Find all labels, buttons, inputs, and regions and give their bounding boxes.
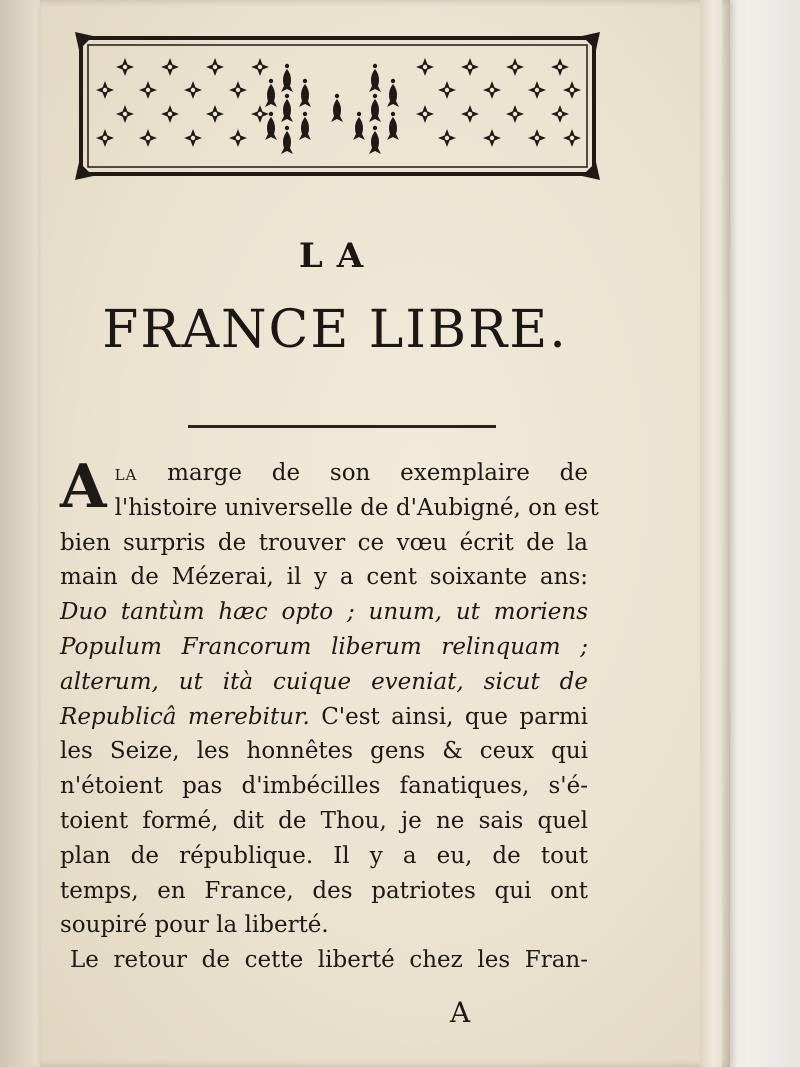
title-article: LA (298, 236, 378, 276)
page-fold-edge (700, 0, 722, 1067)
text-line: toient formé, dit de Thou, je ne sais quel (60, 807, 588, 834)
text-fragment: marge de son exemplaire de (137, 460, 588, 486)
text-line: plan de république. Il y a eu, de tout (60, 842, 588, 869)
text-line: n'étoient pas d'imbécilles fanatiques, s'é- (60, 773, 588, 800)
text-line: main de Mézerai, il y a cent soixante ans: (60, 564, 588, 591)
drop-cap: A (60, 452, 107, 522)
body-text (60, 452, 599, 978)
latin-quote-line: Duo tantùm hæc opto ; unum, ut moriens (60, 599, 588, 626)
latin-quote-line: alterum, ut ità cuique eveniat, sicut de (60, 668, 588, 695)
text-line: temps, en France, des patriotes qui ont (60, 877, 588, 904)
text-line (60, 700, 588, 735)
page-title: FRANCE LIBRE. (102, 300, 568, 360)
text-line: Le retour de cette liberté chez les Fran- (70, 947, 588, 974)
fleuron-band-icon (75, 32, 600, 180)
title-rule (188, 425, 496, 428)
text-line: l'histoire universelle de d'Aubigné, on est (114, 494, 599, 521)
text-fragment: C'est ainsi, que parmi (309, 703, 588, 730)
text-line: les Seize, les honnêtes gens & ceux qui (60, 738, 588, 765)
latin-quote-line: Populum Francorum liberum relinquam ; (60, 633, 588, 660)
signature-mark: A (450, 996, 471, 1029)
text-line: bien surpris de trouver ce vœu écrit de la (60, 529, 588, 556)
text-line (60, 456, 588, 491)
text-line: soupiré pour la liberté. (60, 912, 329, 939)
latin-quote-fragment: Republicâ merebitur. (60, 703, 310, 730)
small-caps-word: la (114, 461, 138, 485)
